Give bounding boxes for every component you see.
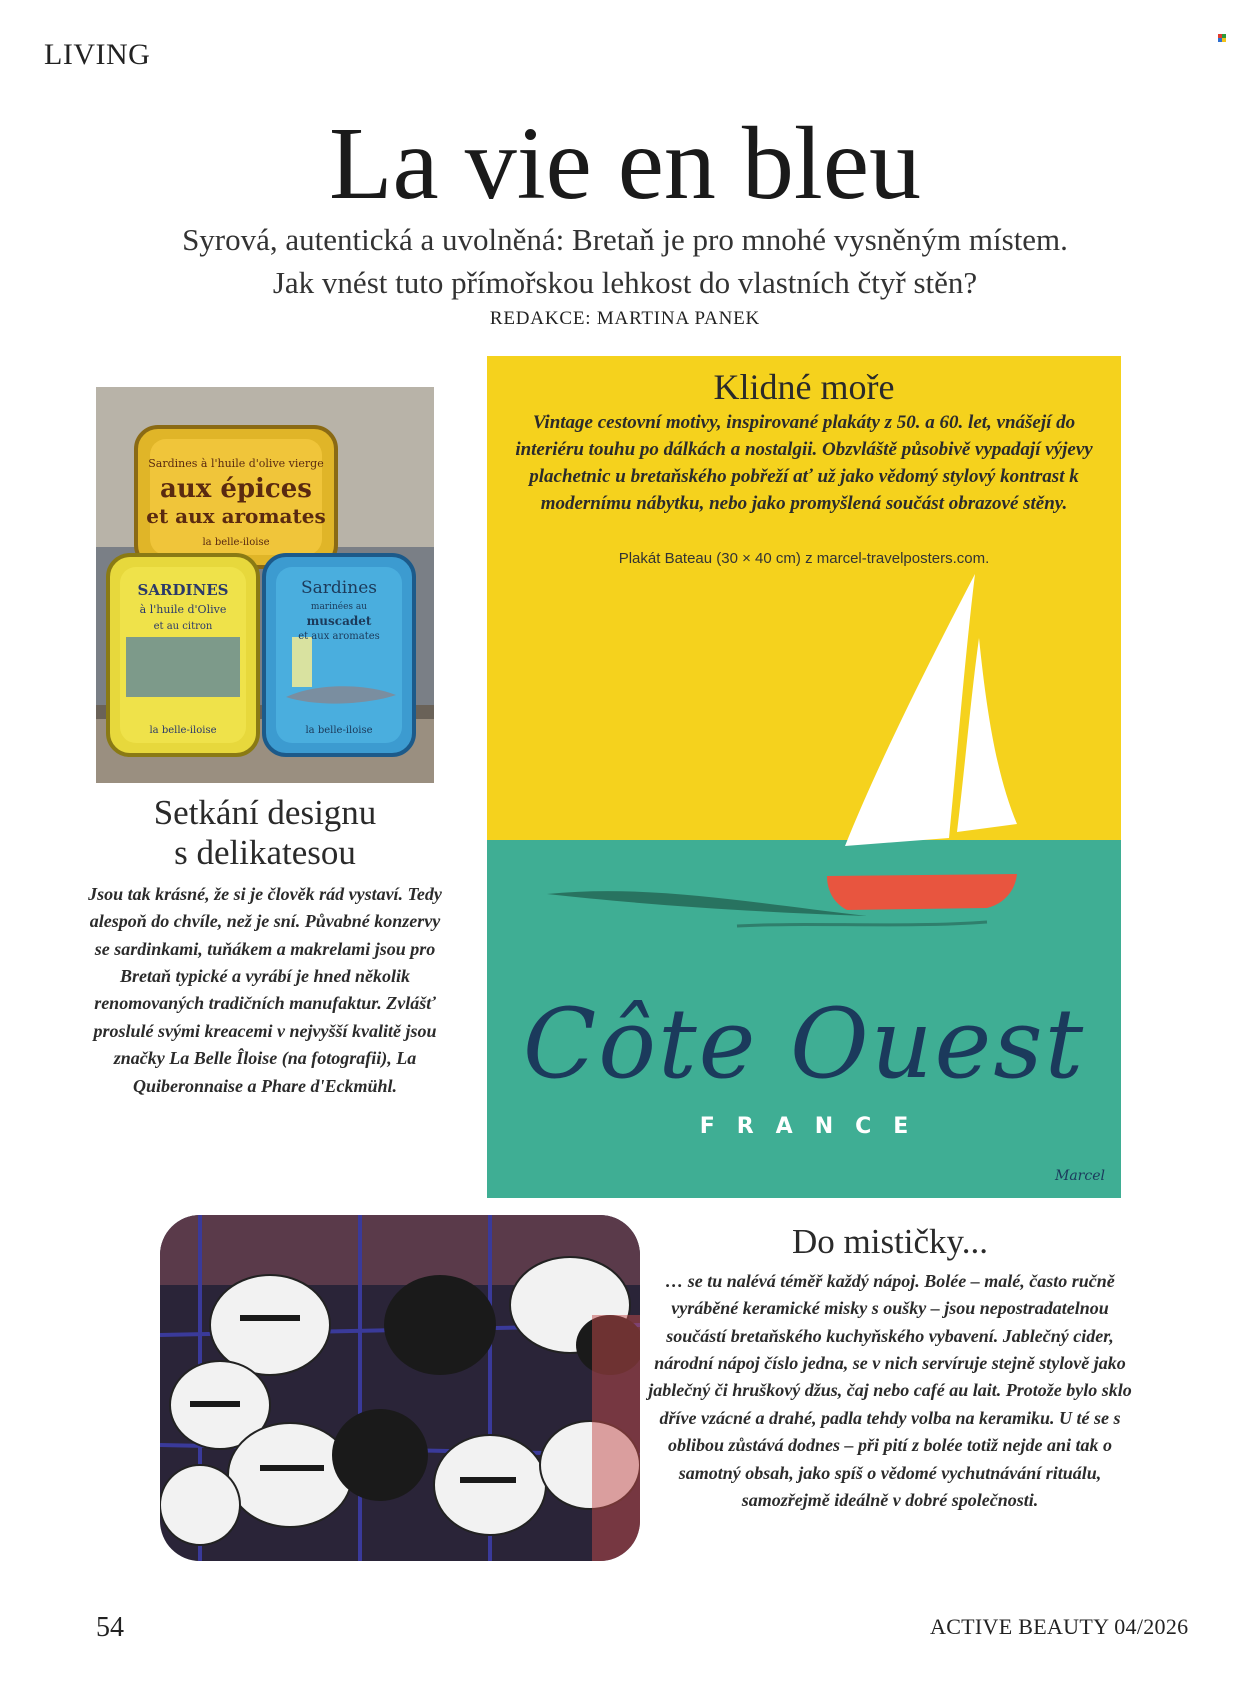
poster-brand-text: Côte Ouest (522, 988, 1086, 1100)
tin-right-line4: et aux aromates (298, 631, 380, 642)
main-sail (845, 574, 975, 846)
tin-top-line3: et aux aromates (146, 504, 326, 528)
corner-mark-icon (1218, 34, 1226, 42)
poster-country-text: FRANCE (699, 1114, 931, 1139)
tin-right-line1: Sardines (301, 578, 377, 598)
tin-left-line2: à l'huile d'Olive (139, 603, 227, 616)
section-label: LIVING (44, 38, 151, 71)
byline: REDAKCE: MARTINA PANEK (489, 308, 761, 329)
wave-line (737, 922, 987, 926)
tin-right-line5: la belle-iloise (305, 725, 373, 736)
page-number: 54 (96, 1612, 124, 1643)
tin-top-line1: Sardines à l'huile d'olive vierge (148, 457, 324, 470)
subtitle (60, 218, 1190, 305)
poster-credit: Plakát Bateau (30 × 40 cm) z marcel-travelposters.com. (618, 550, 990, 567)
boat-wake (547, 891, 867, 916)
travel-poster (487, 356, 1121, 1198)
page-title: La vie en bleu (329, 106, 921, 221)
heading-line-1: Setkání designu (153, 793, 377, 832)
poster-signature: Marcel (1055, 1168, 1105, 1184)
tin-left-line4: la belle-iloise (149, 725, 217, 736)
magazine-issue: ACTIVE BEAUTY 04/2026 (930, 1614, 1189, 1639)
poster-text: Vintage cestovní motivy, inspirované plakáty z 50. a 60. let, vnášejí do interiéru touhu po dálkách a nostalgii. Obzvláště působivě vypadají výjevy plachetnic u bretaňského pobřeží ať už jako vědomý stylový kontrast k modernímu nábytku, nebo jako promyšlená součást obrazové stěny. (515, 412, 1093, 514)
poster-heading: Klidné moře (713, 367, 895, 407)
tin-top-line2: aux épices (160, 474, 312, 504)
heading-line-2: s delikatesou (174, 833, 356, 873)
tin-top-line4: la belle-iloise (202, 537, 270, 548)
section-text-design: Jsou tak krásné, že si je člověk rád vystaví. Tedy alespoň do chvíle, než je sní. Půvabné konzervy se sardinkami, tuňákem a makrelami jsou pro Bretaň typické a vyrábí je hned několik renomovaných tradičních manufaktur. Zvlášť proslulé svými kreacemi v nejvyšší kvalitě jsou značky La Belle Îloise (na fotografii), La Quiberonnaise a Phare d'Eckmühl. (88, 884, 442, 1096)
bolee-cups-photo (160, 1215, 640, 1561)
boat-hull (827, 874, 1017, 910)
tin-left-line1: SARDINES (137, 581, 229, 599)
section-text-bolee: … se tu nalévá téměř každý nápoj. Bolée – malé, často ručně vyráběné keramické misky s oušky – jsou nepostradatelnou součástí bretaňského kuchyňského vybavení. Jablečný cider, národní nápoj číslo jedna, se v nich servíruje stejně stylově jako jablečný či hruškový džus, čaj nebo café au lait. Protože bylo sklo dříve vzácné a drahé, padla tehdy volba na keramiku. U té se s oblibou zůstává dodnes – při pití z bolée totiž nejde ani tak o samotný obsah, jako spíš o vědomé vychutnávání rituálu, samozřejmě ideálně v dobré společnosti. (648, 1271, 1132, 1510)
subtitle-line-2: Jak vnést tuto přímořskou lehkost do vlastních čtyř stěn? (272, 265, 978, 301)
tin-right-line3: muscadet (306, 614, 372, 628)
sardine-tins-photo (96, 387, 434, 783)
jib-sail (957, 638, 1017, 832)
section-heading-design (96, 793, 434, 874)
subtitle-line-1: Syrová, autentická a uvolněná: Bretaň je pro mnohé vysněným místem. (182, 222, 1068, 257)
tin-left-line3: et au citron (153, 621, 213, 632)
tin-right-line2: marinées au (310, 602, 368, 612)
section-heading-bolee: Do mističky... (791, 1222, 989, 1261)
